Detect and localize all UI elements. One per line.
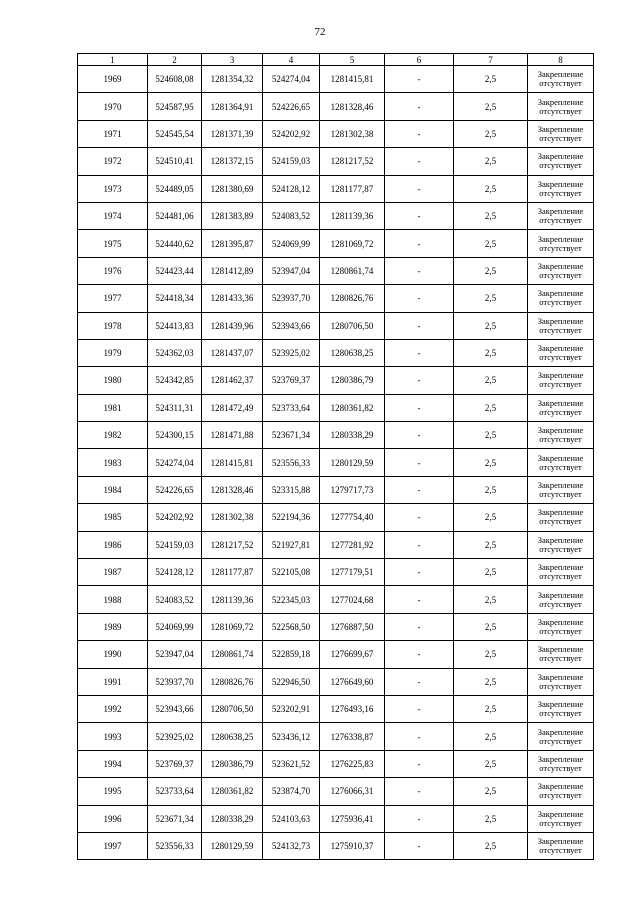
- table-cell: 523671,34: [263, 422, 320, 449]
- table-cell: 1281412,89: [202, 257, 263, 284]
- table-row: [78, 559, 594, 586]
- table-cell: 1281372,15: [202, 148, 263, 175]
- table-cell: -: [385, 175, 454, 202]
- table-cell: -: [385, 750, 454, 777]
- fixation-note-cell: Закрепление отсутствует: [528, 641, 594, 668]
- table-cell: 524202,92: [148, 504, 202, 531]
- table-cell: -: [385, 613, 454, 640]
- fixation-note-cell: Закрепление отсутствует: [528, 613, 594, 640]
- column-header: 1: [78, 54, 148, 66]
- table-cell: 524274,04: [263, 66, 320, 93]
- fixation-note-cell: Закрепление отсутствует: [528, 449, 594, 476]
- table-cell: 1281439,96: [202, 312, 263, 339]
- table-row: [78, 613, 594, 640]
- table-cell: 1276887,50: [320, 613, 385, 640]
- table-cell: 1281139,36: [202, 586, 263, 613]
- fixation-note-cell: Закрепление отсутствует: [528, 230, 594, 257]
- table-cell: 1988: [78, 586, 148, 613]
- table-row: [78, 476, 594, 503]
- table-cell: 1990: [78, 641, 148, 668]
- column-header: 5: [320, 54, 385, 66]
- table-cell: 1280706,50: [320, 312, 385, 339]
- table-cell: 524202,92: [263, 120, 320, 147]
- table-cell: 522568,50: [263, 613, 320, 640]
- fixation-note-cell: Закрепление отсутствует: [528, 695, 594, 722]
- table-cell: 1280129,59: [202, 832, 263, 859]
- table-cell: 1984: [78, 476, 148, 503]
- table-row: [78, 120, 594, 147]
- table-cell: 1280861,74: [320, 257, 385, 284]
- table-cell: -: [385, 202, 454, 229]
- table-row: [78, 641, 594, 668]
- column-header: 3: [202, 54, 263, 66]
- table-cell: -: [385, 120, 454, 147]
- table-cell: 1982: [78, 422, 148, 449]
- table-row: [78, 504, 594, 531]
- table-cell: 523556,33: [263, 449, 320, 476]
- column-header: 7: [454, 54, 528, 66]
- table-cell: 524083,52: [148, 586, 202, 613]
- table-cell: 523943,66: [148, 695, 202, 722]
- table-cell: 2,5: [454, 148, 528, 175]
- table-cell: 1983: [78, 449, 148, 476]
- table-cell: -: [385, 339, 454, 366]
- table-row: [78, 394, 594, 421]
- page-number: 72: [314, 26, 326, 38]
- coordinates-table: [77, 53, 594, 860]
- fixation-note-cell: Закрепление отсутствует: [528, 148, 594, 175]
- table-cell: 1281471,88: [202, 422, 263, 449]
- table-cell: 2,5: [454, 723, 528, 750]
- column-header: 2: [148, 54, 202, 66]
- table-cell: -: [385, 367, 454, 394]
- table-cell: 1280386,79: [202, 750, 263, 777]
- table-body: [78, 66, 594, 860]
- table-cell: -: [385, 285, 454, 312]
- table-cell: 524128,12: [263, 175, 320, 202]
- table-cell: -: [385, 641, 454, 668]
- table-cell: 1971: [78, 120, 148, 147]
- table-cell: 1281069,72: [202, 613, 263, 640]
- table-row: [78, 586, 594, 613]
- table-cell: 2,5: [454, 750, 528, 777]
- table-row: [78, 805, 594, 832]
- table-cell: 1981: [78, 394, 148, 421]
- table-cell: 2,5: [454, 531, 528, 558]
- table-cell: 1985: [78, 504, 148, 531]
- table-cell: 1281302,38: [202, 504, 263, 531]
- column-header: 8: [528, 54, 594, 66]
- table-cell: 2,5: [454, 695, 528, 722]
- table-cell: 1281383,89: [202, 202, 263, 229]
- table-cell: 2,5: [454, 66, 528, 93]
- fixation-note-cell: Закрепление отсутствует: [528, 175, 594, 202]
- table-cell: 524159,03: [148, 531, 202, 558]
- table-cell: 524545,54: [148, 120, 202, 147]
- table-cell: 523874,70: [263, 778, 320, 805]
- table-cell: 2,5: [454, 559, 528, 586]
- table-cell: 524608,08: [148, 66, 202, 93]
- table-row: [78, 312, 594, 339]
- table-cell: 1991: [78, 668, 148, 695]
- fixation-note-cell: Закрепление отсутствует: [528, 312, 594, 339]
- table-cell: 1281364,91: [202, 93, 263, 120]
- table-cell: 1997: [78, 832, 148, 859]
- table-row: [78, 723, 594, 750]
- fixation-note-cell: Закрепление отсутствует: [528, 422, 594, 449]
- table-cell: 2,5: [454, 339, 528, 366]
- table-row: [78, 367, 594, 394]
- table-cell: 1276225,83: [320, 750, 385, 777]
- table-cell: 1995: [78, 778, 148, 805]
- table-cell: 1975: [78, 230, 148, 257]
- table-cell: 1277024,68: [320, 586, 385, 613]
- table-cell: 521927,81: [263, 531, 320, 558]
- table-cell: 1276338,87: [320, 723, 385, 750]
- table-cell: 523947,04: [263, 257, 320, 284]
- table-cell: 1280386,79: [320, 367, 385, 394]
- table-row: [78, 422, 594, 449]
- table-cell: 2,5: [454, 422, 528, 449]
- table-cell: 1275936,41: [320, 805, 385, 832]
- table-cell: 524440,62: [148, 230, 202, 257]
- table-cell: 2,5: [454, 586, 528, 613]
- table-cell: 1276493,16: [320, 695, 385, 722]
- table-cell: 1280361,82: [320, 394, 385, 421]
- table-row: [78, 285, 594, 312]
- table-cell: -: [385, 832, 454, 859]
- table-cell: 1275910,37: [320, 832, 385, 859]
- table-cell: -: [385, 257, 454, 284]
- table-cell: 1276066,31: [320, 778, 385, 805]
- table-row: [78, 832, 594, 859]
- table-cell: 524132,73: [263, 832, 320, 859]
- table-cell: 2,5: [454, 285, 528, 312]
- fixation-note-cell: Закрепление отсутствует: [528, 504, 594, 531]
- table-cell: 2,5: [454, 504, 528, 531]
- column-header: 6: [385, 54, 454, 66]
- fixation-note-cell: Закрепление отсутствует: [528, 202, 594, 229]
- fixation-note-cell: Закрепление отсутствует: [528, 120, 594, 147]
- table-cell: 523671,34: [148, 805, 202, 832]
- table-cell: 523937,70: [263, 285, 320, 312]
- table-cell: 524413,83: [148, 312, 202, 339]
- fixation-note-cell: Закрепление отсутствует: [528, 285, 594, 312]
- table-row: [78, 695, 594, 722]
- table-cell: 2,5: [454, 175, 528, 202]
- table-row: [78, 230, 594, 257]
- table-cell: 1279717,73: [320, 476, 385, 503]
- table-cell: 523769,37: [148, 750, 202, 777]
- table-cell: 523937,70: [148, 668, 202, 695]
- table-cell: -: [385, 778, 454, 805]
- table-cell: 523733,64: [263, 394, 320, 421]
- table-cell: 2,5: [454, 312, 528, 339]
- table-cell: 1281217,52: [320, 148, 385, 175]
- table-cell: 523621,52: [263, 750, 320, 777]
- table-cell: 2,5: [454, 120, 528, 147]
- table-row: [78, 778, 594, 805]
- table-cell: 524300,15: [148, 422, 202, 449]
- table-row: [78, 175, 594, 202]
- table-cell: 524226,65: [148, 476, 202, 503]
- table-cell: 1281380,69: [202, 175, 263, 202]
- table-cell: -: [385, 723, 454, 750]
- table-cell: 523947,04: [148, 641, 202, 668]
- table-cell: -: [385, 586, 454, 613]
- table-cell: 1979: [78, 339, 148, 366]
- table-cell: 523202,91: [263, 695, 320, 722]
- table-cell: 1977: [78, 285, 148, 312]
- table-cell: 1969: [78, 66, 148, 93]
- table-cell: 1281437,07: [202, 339, 263, 366]
- table-cell: 524069,99: [263, 230, 320, 257]
- table-cell: 1281302,38: [320, 120, 385, 147]
- table-cell: -: [385, 394, 454, 421]
- table-row: [78, 531, 594, 558]
- table-cell: 1281177,87: [320, 175, 385, 202]
- table-cell: 524418,34: [148, 285, 202, 312]
- table-cell: 523925,02: [263, 339, 320, 366]
- table-cell: 1978: [78, 312, 148, 339]
- table-cell: 524311,31: [148, 394, 202, 421]
- table-cell: 1281328,46: [202, 476, 263, 503]
- table-cell: 1276699,67: [320, 641, 385, 668]
- table-cell: 522194,36: [263, 504, 320, 531]
- table-cell: -: [385, 559, 454, 586]
- column-header: 4: [263, 54, 320, 66]
- fixation-note-cell: Закрепление отсутствует: [528, 832, 594, 859]
- table-cell: 2,5: [454, 641, 528, 668]
- table-cell: 1972: [78, 148, 148, 175]
- table-cell: 524128,12: [148, 559, 202, 586]
- table-cell: 2,5: [454, 778, 528, 805]
- table-cell: 1281472,49: [202, 394, 263, 421]
- table-cell: -: [385, 805, 454, 832]
- table-cell: 524587,95: [148, 93, 202, 120]
- table-row: [78, 339, 594, 366]
- table-cell: 524362,03: [148, 339, 202, 366]
- table-cell: 522105,08: [263, 559, 320, 586]
- table-cell: 1280861,74: [202, 641, 263, 668]
- table-cell: 524159,03: [263, 148, 320, 175]
- fixation-note-cell: Закрепление отсутствует: [528, 750, 594, 777]
- fixation-note-cell: Закрепление отсутствует: [528, 778, 594, 805]
- table-cell: 1281415,81: [202, 449, 263, 476]
- table-cell: -: [385, 449, 454, 476]
- table-cell: 1281177,87: [202, 559, 263, 586]
- table-cell: 2,5: [454, 476, 528, 503]
- table-cell: 1986: [78, 531, 148, 558]
- table-cell: 2,5: [454, 449, 528, 476]
- table-cell: -: [385, 93, 454, 120]
- table-cell: 522859,18: [263, 641, 320, 668]
- table-cell: 1280338,29: [320, 422, 385, 449]
- table-cell: 1992: [78, 695, 148, 722]
- table-cell: 1277281,92: [320, 531, 385, 558]
- table-cell: 1280706,50: [202, 695, 263, 722]
- fixation-note-cell: Закрепление отсутствует: [528, 93, 594, 120]
- table-cell: -: [385, 476, 454, 503]
- table-cell: -: [385, 422, 454, 449]
- fixation-note-cell: Закрепление отсутствует: [528, 66, 594, 93]
- fixation-note-cell: Закрепление отсутствует: [528, 339, 594, 366]
- table-cell: 523943,66: [263, 312, 320, 339]
- table-cell: 1976: [78, 257, 148, 284]
- fixation-note-cell: Закрепление отсутствует: [528, 476, 594, 503]
- table-cell: -: [385, 66, 454, 93]
- table-cell: -: [385, 312, 454, 339]
- table-cell: 523925,02: [148, 723, 202, 750]
- table-cell: 1280129,59: [320, 449, 385, 476]
- fixation-note-cell: Закрепление отсутствует: [528, 668, 594, 695]
- table-cell: 2,5: [454, 93, 528, 120]
- table-cell: 1280638,25: [320, 339, 385, 366]
- table-cell: 1280361,82: [202, 778, 263, 805]
- table-row: [78, 202, 594, 229]
- table-cell: 523556,33: [148, 832, 202, 859]
- table-cell: 2,5: [454, 230, 528, 257]
- table-cell: 524274,04: [148, 449, 202, 476]
- fixation-note-cell: Закрепление отсутствует: [528, 531, 594, 558]
- table-row: [78, 66, 594, 93]
- table-header-row: [78, 54, 594, 66]
- table-cell: 1281415,81: [320, 66, 385, 93]
- table-cell: 1281354,32: [202, 66, 263, 93]
- table-cell: 1987: [78, 559, 148, 586]
- table-row: [78, 148, 594, 175]
- fixation-note-cell: Закрепление отсутствует: [528, 394, 594, 421]
- table-cell: 1974: [78, 202, 148, 229]
- fixation-note-cell: Закрепление отсутствует: [528, 723, 594, 750]
- table-cell: -: [385, 504, 454, 531]
- table-cell: 524226,65: [263, 93, 320, 120]
- table-cell: 2,5: [454, 202, 528, 229]
- table-cell: 1276649,60: [320, 668, 385, 695]
- table-cell: 1281069,72: [320, 230, 385, 257]
- table-cell: 522946,50: [263, 668, 320, 695]
- table-cell: 522345,03: [263, 586, 320, 613]
- table-row: [78, 449, 594, 476]
- table-cell: 2,5: [454, 805, 528, 832]
- table-cell: 1280638,25: [202, 723, 263, 750]
- table-cell: -: [385, 148, 454, 175]
- table-cell: 1994: [78, 750, 148, 777]
- table-cell: 2,5: [454, 394, 528, 421]
- table-cell: 524069,99: [148, 613, 202, 640]
- table-cell: -: [385, 668, 454, 695]
- table-cell: 1989: [78, 613, 148, 640]
- table-cell: 1980: [78, 367, 148, 394]
- table-cell: 524083,52: [263, 202, 320, 229]
- table-cell: 1281217,52: [202, 531, 263, 558]
- table-cell: 1280826,76: [202, 668, 263, 695]
- table-row: [78, 750, 594, 777]
- fixation-note-cell: Закрепление отсутствует: [528, 559, 594, 586]
- table-cell: 524489,05: [148, 175, 202, 202]
- table-cell: 1277179,51: [320, 559, 385, 586]
- table-cell: 1281462,37: [202, 367, 263, 394]
- table-cell: -: [385, 230, 454, 257]
- table-cell: 1281371,39: [202, 120, 263, 147]
- table-cell: 1280826,76: [320, 285, 385, 312]
- table-cell: 524103,63: [263, 805, 320, 832]
- table-cell: 2,5: [454, 257, 528, 284]
- table-row: [78, 93, 594, 120]
- table-cell: -: [385, 531, 454, 558]
- fixation-note-cell: Закрепление отсутствует: [528, 257, 594, 284]
- table-cell: 1281395,87: [202, 230, 263, 257]
- table-cell: 1973: [78, 175, 148, 202]
- table-cell: 2,5: [454, 367, 528, 394]
- table-cell: 524481,06: [148, 202, 202, 229]
- table-cell: 523733,64: [148, 778, 202, 805]
- table-cell: 2,5: [454, 668, 528, 695]
- fixation-note-cell: Закрепление отсутствует: [528, 805, 594, 832]
- fixation-note-cell: Закрепление отсутствует: [528, 586, 594, 613]
- table-cell: 524342,85: [148, 367, 202, 394]
- fixation-note-cell: Закрепление отсутствует: [528, 367, 594, 394]
- table-cell: 524423,44: [148, 257, 202, 284]
- table-cell: 523315,88: [263, 476, 320, 503]
- table-cell: 523769,37: [263, 367, 320, 394]
- table-cell: 1281139,36: [320, 202, 385, 229]
- table-cell: 523436,12: [263, 723, 320, 750]
- table-cell: 1970: [78, 93, 148, 120]
- table-cell: 1281328,46: [320, 93, 385, 120]
- table-row: [78, 257, 594, 284]
- table-cell: -: [385, 695, 454, 722]
- table-cell: 2,5: [454, 613, 528, 640]
- table-cell: 1280338,29: [202, 805, 263, 832]
- table-row: [78, 668, 594, 695]
- table-cell: 1281433,36: [202, 285, 263, 312]
- table-cell: 1993: [78, 723, 148, 750]
- table-cell: 1277754,40: [320, 504, 385, 531]
- table-cell: 2,5: [454, 832, 528, 859]
- table-cell: 1996: [78, 805, 148, 832]
- table-cell: 524510,41: [148, 148, 202, 175]
